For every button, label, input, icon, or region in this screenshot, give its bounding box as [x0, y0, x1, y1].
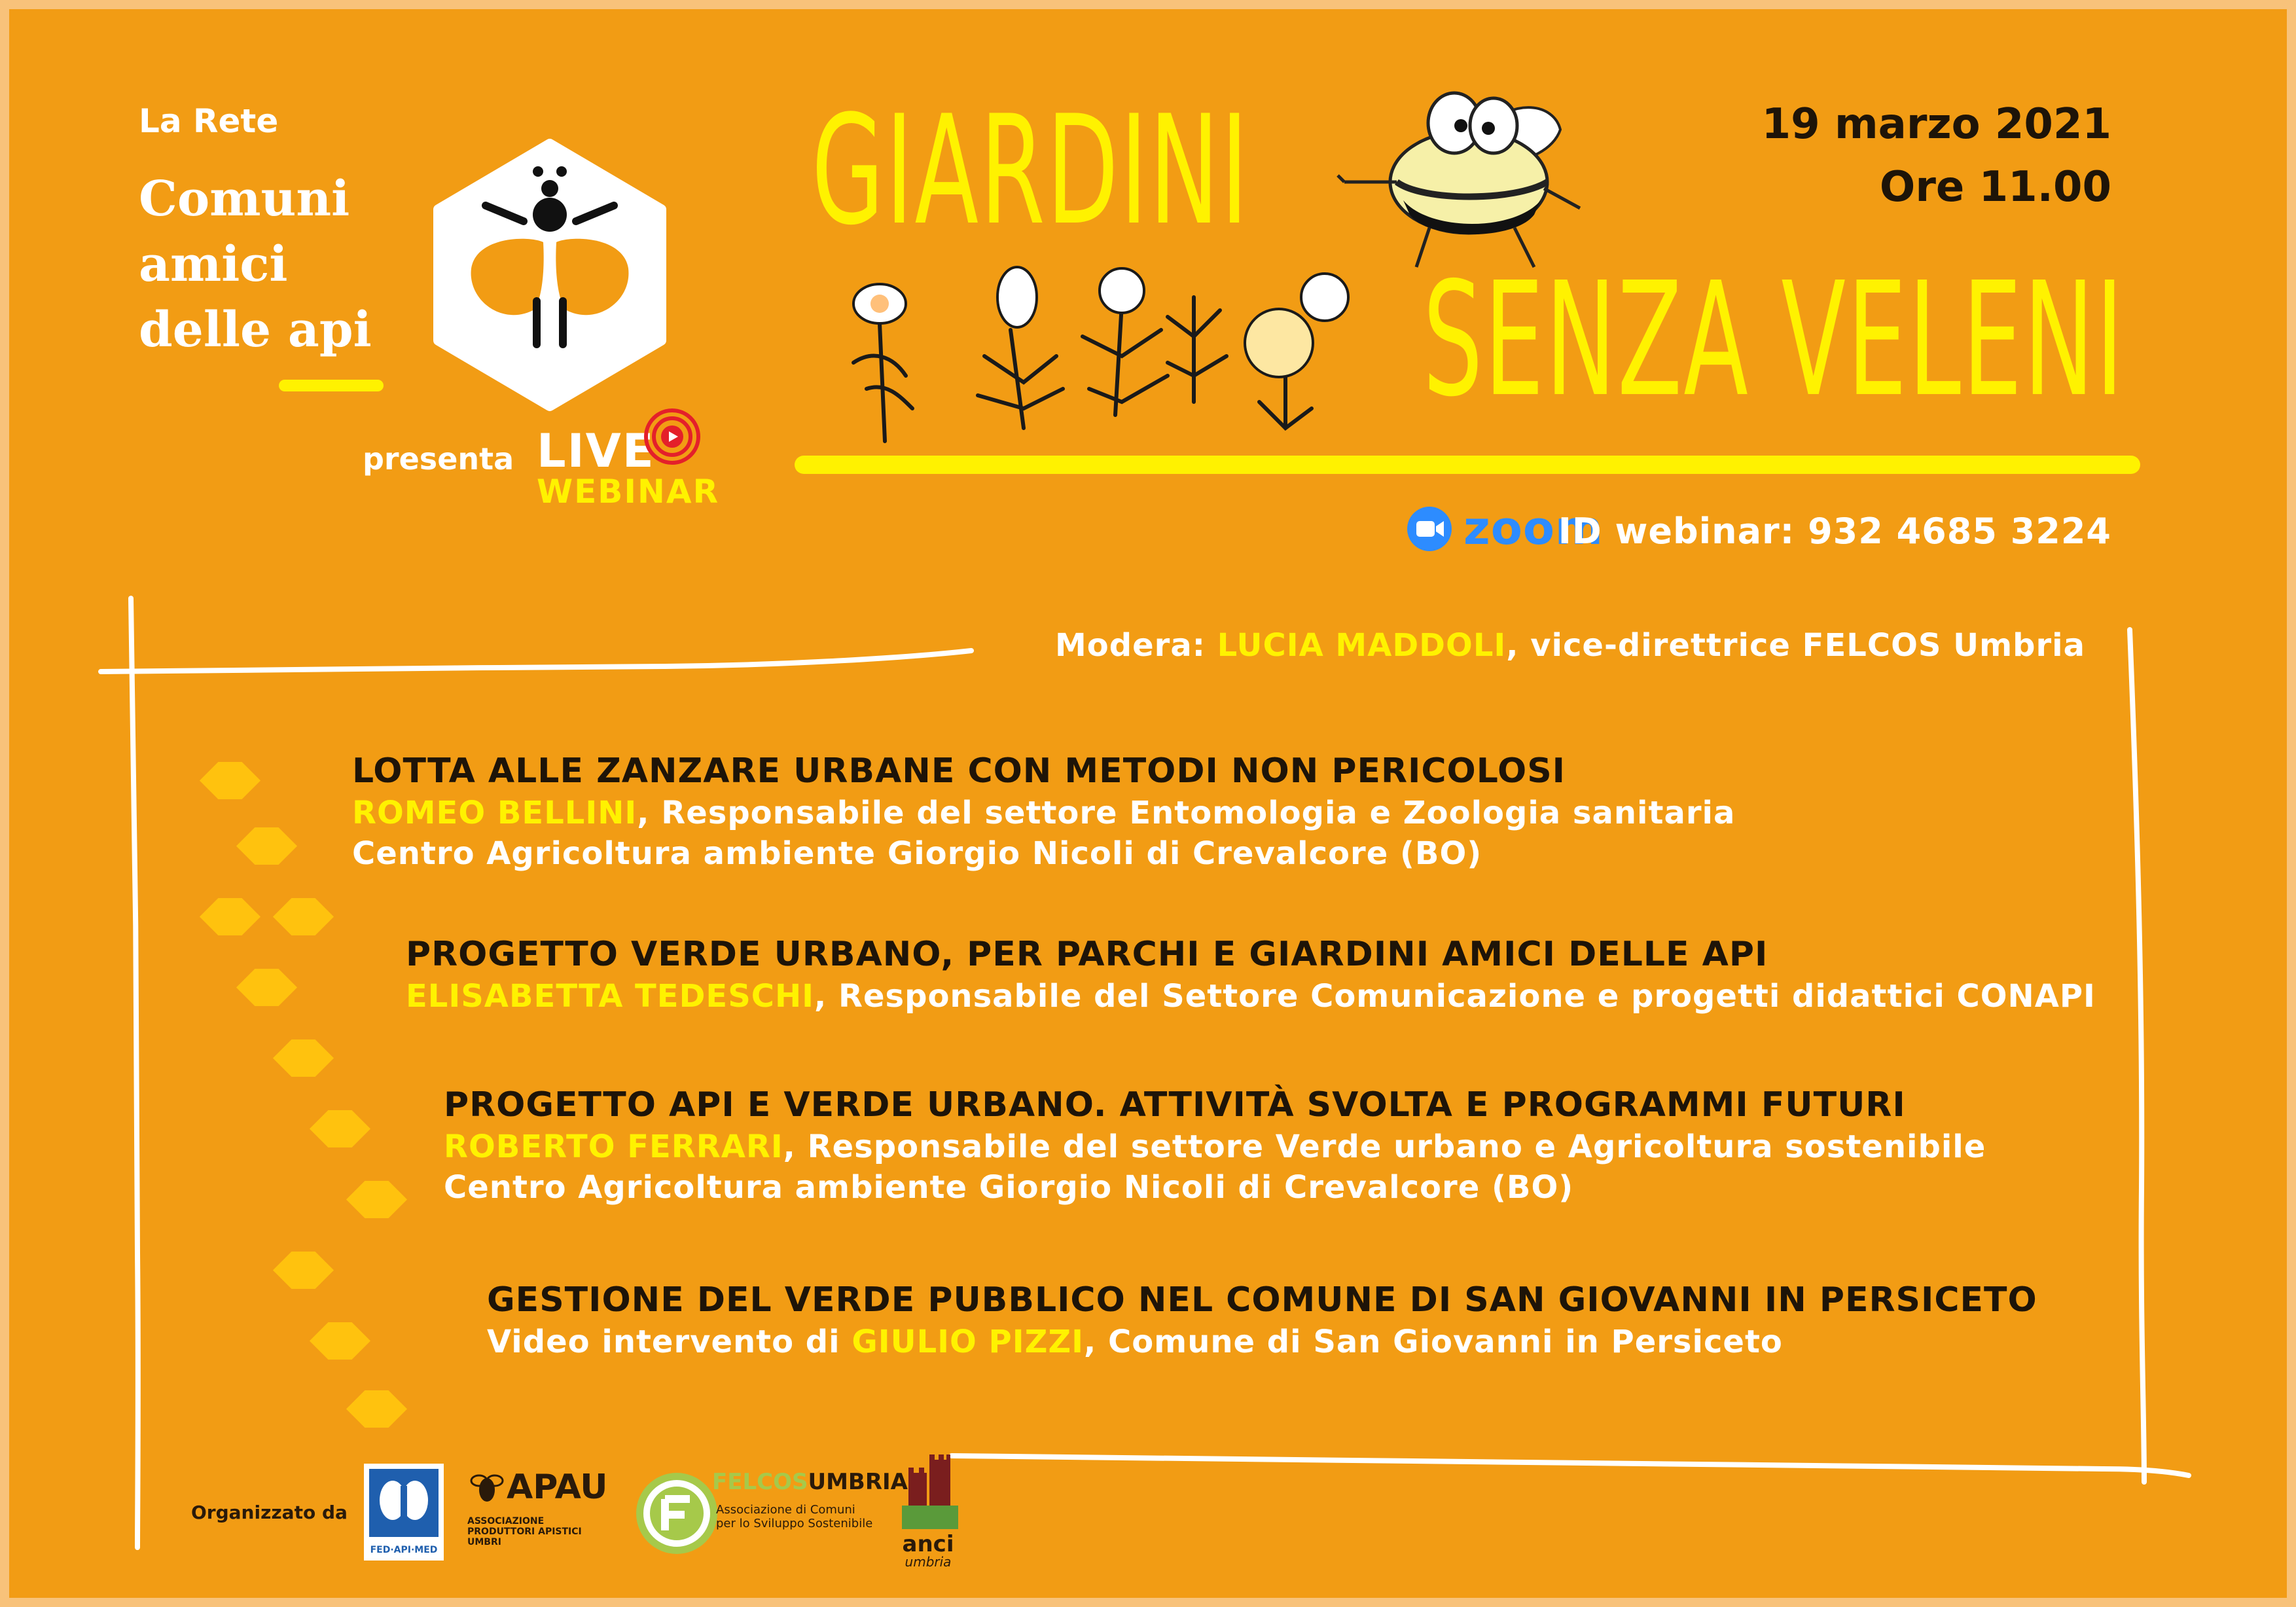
felcos-cap-2: per lo Sviluppo Sostenibile: [716, 1517, 873, 1530]
talk-3-org: Centro Agricoltura ambiente Giorgio Nicoli di Crevalcore (BO): [444, 1169, 1574, 1206]
title-line2: SENZA VELENI: [1423, 248, 2125, 431]
talk-3-speaker-line: [444, 1129, 1986, 1165]
talk-2: [406, 935, 2096, 1015]
network-name-line1: Comuni: [139, 171, 350, 227]
apau-logo: [467, 1461, 611, 1566]
talk-1-speaker: ROMEO BELLINI: [352, 795, 637, 831]
presenta-label: presenta: [363, 441, 514, 477]
apau-cap-3: UMBRI: [467, 1537, 501, 1547]
zoom-label: zoom: [1463, 501, 1604, 555]
talk-4-speaker-line: [487, 1324, 2037, 1360]
talk-4: [487, 1280, 2037, 1360]
anci-logo: [895, 1453, 961, 1578]
felcos-cap-1: Associazione di Comuni: [716, 1503, 855, 1517]
moderator-role: , vice-direttrice FELCOS Umbria: [1506, 627, 2086, 664]
network-name-line2: amici: [139, 236, 288, 293]
anci-tower-icon: [895, 1453, 961, 1532]
poster: [9, 9, 2287, 1598]
talk-3-role: , Responsabile del settore Verde urbano e Agricoltura sostenibile: [783, 1129, 1986, 1165]
apau-caption: [467, 1516, 582, 1547]
apau-name: APAU: [507, 1468, 608, 1507]
talk-1-org: Centro Agricoltura ambiente Giorgio Nicoli di Crevalcore (BO): [352, 835, 1482, 872]
talk-1-title: LOTTA ALLE ZANZARE URBANE CON METODI NON PERICOLOSI: [352, 751, 1566, 791]
felcos-name: [712, 1469, 908, 1495]
talk-2-speaker: ELISABETTA TEDESCHI: [406, 978, 815, 1015]
apau-bee-icon: [467, 1468, 507, 1507]
event-time: Ore 11.00: [1879, 163, 2111, 211]
moderator-prefix: Modera:: [1055, 627, 1217, 664]
webinar-id: ID webinar: 932 4685 3224: [1558, 511, 2111, 552]
talk-3-speaker: ROBERTO FERRARI: [444, 1129, 783, 1165]
network-name-line3: delle api: [139, 302, 372, 358]
fedapimed-text: FED·API·MED: [370, 1545, 438, 1555]
talk-2-role: , Responsabile del Settore Comunicazione e progetti didattici CONAPI: [814, 978, 2096, 1015]
apau-cap-2: PRODUTTORI APISTICI: [467, 1526, 582, 1537]
talk-4-role: , Comune di San Giovanni in Persiceto: [1084, 1324, 1783, 1360]
felcos-caption: [716, 1503, 872, 1530]
talk-4-speaker: GIULIO PIZZI: [852, 1324, 1085, 1360]
title-line1: GIARDINI: [812, 84, 1250, 259]
organizzato-da-label: Organizzato da: [191, 1502, 348, 1523]
felcos-logo: [631, 1465, 908, 1563]
talk-4-prefix: Video intervento di: [487, 1324, 852, 1360]
felcos-name-b: UMBRIA: [808, 1469, 908, 1495]
talk-1-role: , Responsabile del settore Entomologia e Zoologia sanitaria: [637, 795, 1736, 831]
anci-text: anci: [902, 1531, 954, 1557]
talk-1-speaker-line: [352, 795, 1735, 831]
anci-sub: umbria: [905, 1554, 952, 1570]
felcos-name-a: FELCOS: [712, 1469, 808, 1495]
talk-2-speaker-line: [406, 978, 2096, 1015]
event-date: 19 marzo 2021: [1761, 100, 2111, 149]
webinar-label: WEBINAR: [537, 473, 720, 511]
talk-3: [444, 1085, 1986, 1206]
talk-3-title: PROGETTO API E VERDE URBANO. ATTIVITÀ SVOLTA E PROGRAMMI FUTURI: [444, 1085, 1906, 1125]
talk-4-title: GESTIONE DEL VERDE PUBBLICO NEL COMUNE DI SAN GIOVANNI IN PERSICETO: [487, 1280, 2037, 1320]
fedapimed-logo: [364, 1464, 444, 1561]
talk-1: [352, 751, 1735, 872]
talk-2-title: PROGETTO VERDE URBANO, PER PARCHI E GIARDINI AMICI DELLE API: [406, 935, 1768, 974]
fedapimed-bee-icon: [364, 1464, 444, 1542]
felcos-circle-icon: [631, 1468, 723, 1559]
apau-cap-1: ASSOCIAZIONE: [467, 1516, 545, 1526]
moderator-line: [1055, 627, 2085, 664]
live-label: LIVE: [537, 424, 655, 478]
moderator-name: LUCIA MADDOLI: [1217, 627, 1507, 664]
la-rete-label: La Rete: [139, 102, 279, 140]
